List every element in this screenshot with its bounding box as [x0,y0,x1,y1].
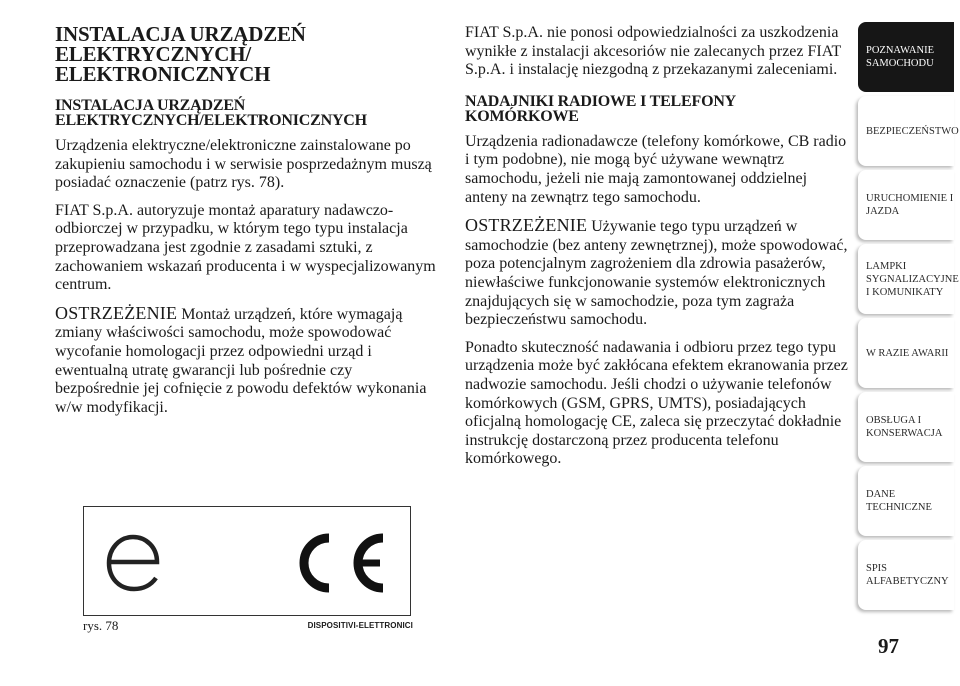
marking-symbols-drawing [84,507,410,615]
main-heading: INSTALACJA URZĄDZEŃ ELEKTRYCZNYCH/ ELEKTRONICZNYCH [55,22,306,86]
paragraph-authorization: FIAT S.p.A. autoryzuje montaż aparatury nadawczo-odbiorczej w przypadku, w którym tego typu instalacja przeprowadzana jest zgodnie z zasadami sztuki, z zachowaniem wskazań producenta i w wyspecjalizowanym centrum. [55,201,436,294]
warning-text-radio: Używanie tego typu urządzeń w samochodzie (bez anteny zewnętrznej), może spowodować, poza potencjalnym zagrożeniem dla zdrowia pasażerów, niewłaściwe funkcjonowanie systemów elektronicznych znajdujących się w samochodzie, poza tym zagraża bezpieczeństwu samochodu. [465,218,848,329]
warning-label-radio: OSTRZEŻENIE [465,215,588,236]
tab-spis-alfabetyczny[interactable]: SPIS ALFABETYCZNY [858,540,954,610]
figure-marking-symbols [83,506,411,616]
chapter-tabs [858,22,959,610]
tab-bezpieczenstwo[interactable]: BEZPIECZEŃSTWO [858,96,954,166]
tab-uruchomienie-i-jazda[interactable]: URUCHOMIENIE I JAZDA [858,170,954,240]
tab-w-razie-awarii[interactable]: W RAZIE AWARII [858,318,954,388]
radio-phones-heading: NADAJNIKI RADIOWE I TELEFONY KOMÓRKOWE [465,92,736,125]
tab-poznawanie-samochodu[interactable]: POZNAWANIE SAMOCHODU [858,22,954,92]
paragraph-antenna: Urządzenia radionadawcze (telefony komórkowe, CB radio i tym podobne), nie mogą być używane wewnątrz samochodu, jeżeli nie mają zamontowanej oddzielnej anteny na zewnątrz tego samochodu. [465,132,847,206]
warning-label: OSTRZEŻENIE [55,302,178,323]
warning-text: Montaż urządzeń, które wymagają zmiany właściwości samochodu, może spowodować wycofanie homologacji przez odpowiedni urząd i ewentualną utratę gwarancji lub pośrednie czy bezpośrednie jej cofnięcie z powodu defektów wykonania w/w modyfikacji. [55,305,427,416]
sub-heading: INSTALACJA URZĄDZEŃ ELEKTRYCZNYCH/ELEKTRONICZNYCH [55,97,367,129]
ce-mark-icon [304,538,383,588]
left-column [55,24,440,417]
figure-code: DISPOSITIVI-ELETTRONICI [307,621,413,630]
right-column [465,24,850,469]
page-number: 97 [878,634,899,658]
tab-obsluga-i-konserwacja[interactable]: OBSŁUGA I KONSERWACJA [858,392,954,462]
tab-lampki-sygnalizacyjne[interactable]: LAMPKI SYGNALIZACYJNE I KOMUNIKATY [858,244,954,314]
tab-dane-techniczne[interactable]: DANE TECHNICZNE [858,466,954,536]
warning-paragraph-radio [465,216,850,330]
warning-paragraph [55,304,440,418]
paragraph-marking: Urządzenia elektryczne/elektroniczne zainstalowane po zakupieniu samochodu i w serwisie posprzedażnym muszą posiadać oznaczenie (patrz rys. 78). [55,137,432,192]
paragraph-liability: FIAT S.p.A. nie ponosi odpowiedzialności za uszkodzenia wynikłe z instalacji akcesoriów nie zalecanych przez FIAT S.p.A. i instalację niezgodną z przekazanymi zaleceniami. [465,24,841,79]
e-mark-icon [109,537,157,589]
figure-caption [83,618,413,634]
paragraph-shielding: Ponadto skuteczność nadawania i odbioru przez tego typu urządzenia może być zakłócana efektem ekranowania przez nadwozie samochodu. Jeśli chodzi o używanie telefonów komórkowych (GSM, GPRS, UMTS), posiadających oficjalną homologację CE, zaleca się przeczytać dokładnie instrukcję dostarczoną przez producenta telefonu komórkowego. [465,338,848,468]
figure-label: rys. 78 [83,618,119,633]
